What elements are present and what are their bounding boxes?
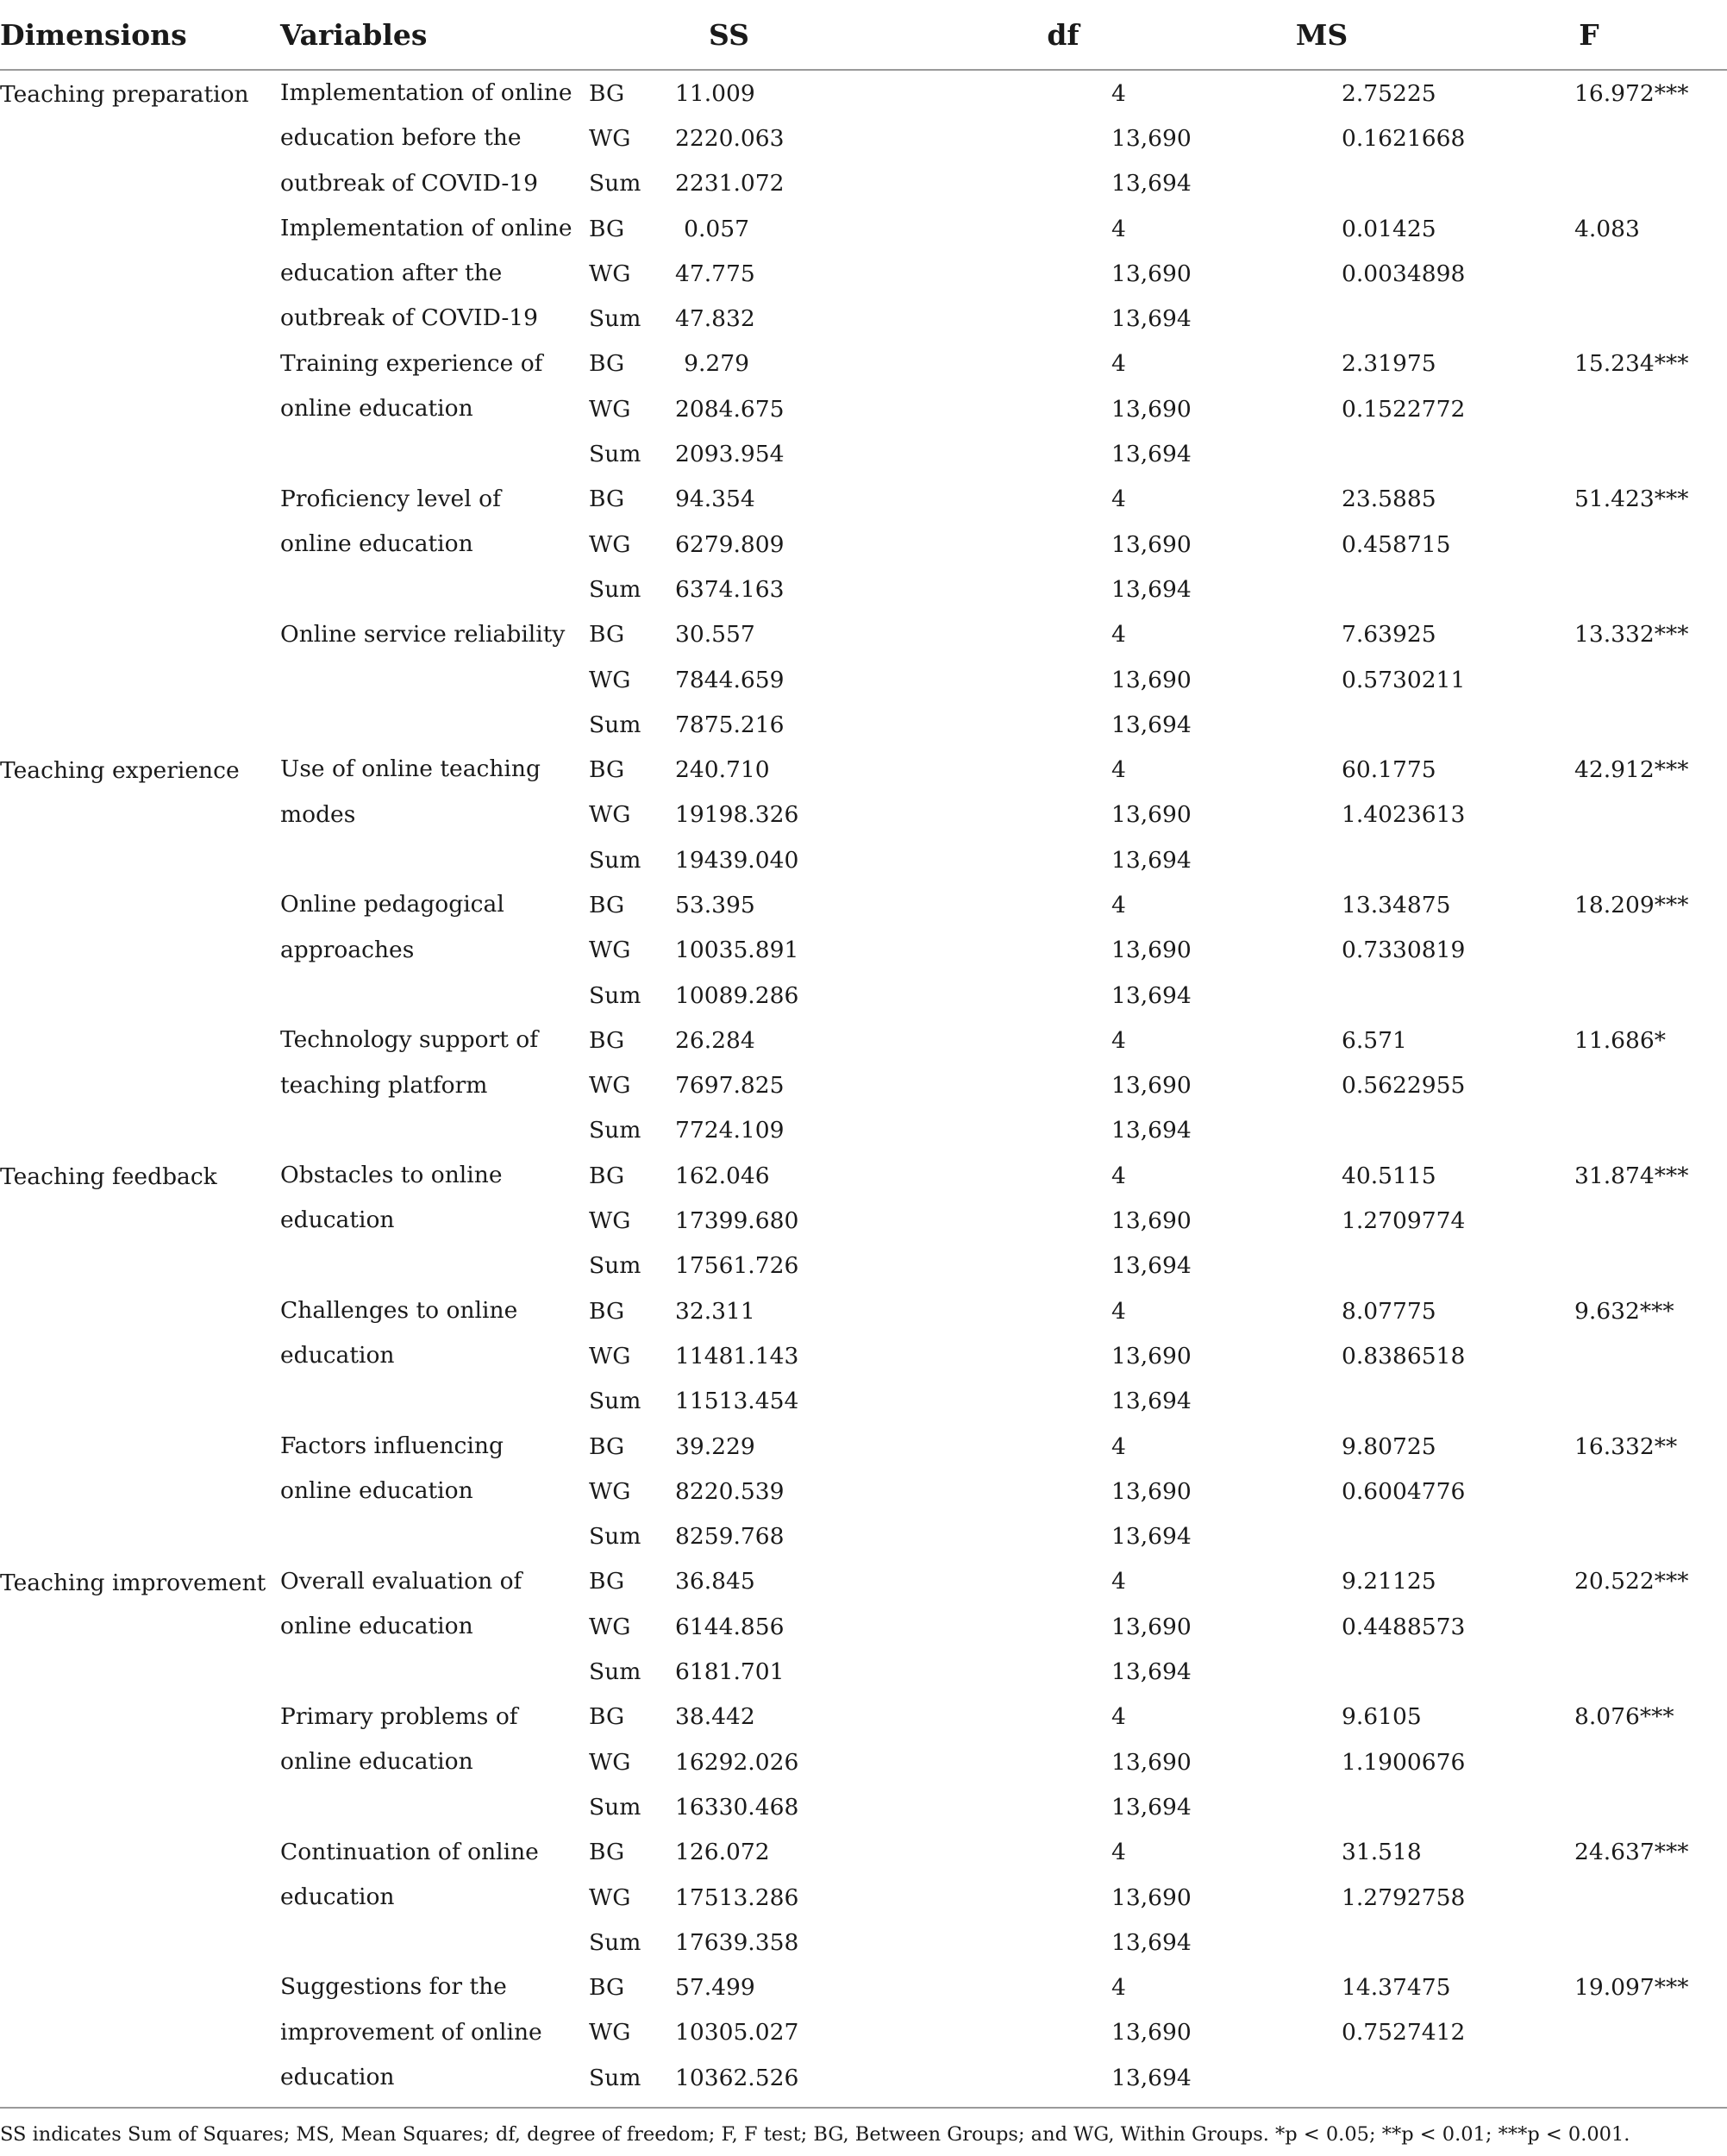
- df-cell: 4: [1111, 486, 1126, 513]
- group-cell: Sum: [589, 711, 641, 738]
- df-cell: 4: [1111, 79, 1126, 107]
- variable-cell: Technology support of teaching platform: [280, 1026, 539, 1099]
- ss-cell: 16330.468: [675, 1793, 799, 1821]
- f-cell: [1451, 1604, 1727, 1649]
- variable-cell: Proficiency level of online education: [280, 485, 501, 557]
- df-cell: 13,690: [1111, 124, 1192, 152]
- ms-cell: [1192, 1244, 1451, 1288]
- df-cell: 13,690: [1111, 1883, 1192, 1911]
- table-row: [0, 747, 1727, 792]
- ss-cell: 30.557: [675, 621, 755, 649]
- ms-cell: 9.80725: [1342, 1432, 1436, 1460]
- f-cell: [1451, 1784, 1727, 1829]
- ms-cell: [1192, 702, 1451, 747]
- df-cell: 4: [1111, 1974, 1126, 2002]
- variable-cell: Use of online teaching modes: [280, 755, 541, 828]
- ss-cell: 47.832: [675, 305, 755, 333]
- ss-cell: 47.775: [675, 260, 755, 287]
- df-cell: 4: [1111, 1839, 1126, 1866]
- group-cell: Sum: [589, 2064, 641, 2091]
- f-cell: [1451, 567, 1727, 611]
- df-cell: 4: [1111, 1568, 1126, 1595]
- f-cell: [1451, 296, 1727, 341]
- group-cell: WG: [589, 1207, 631, 1235]
- ss-cell: 10089.286: [675, 981, 799, 1009]
- df-cell: 13,694: [1111, 1252, 1192, 1280]
- group-cell: Sum: [589, 1252, 641, 1280]
- f-cell: 20.522***: [1574, 1568, 1689, 1595]
- ss-cell: 10362.526: [675, 2064, 799, 2091]
- ss-cell: 7875.216: [675, 711, 785, 738]
- f-cell: 15.234***: [1574, 350, 1689, 378]
- ms-cell: 0.458715: [1342, 530, 1451, 558]
- f-cell: 11.686*: [1574, 1026, 1666, 1054]
- f-cell: [1451, 161, 1727, 206]
- table-header-row: [0, 0, 1727, 70]
- group-cell: Sum: [589, 170, 641, 197]
- ms-cell: 6.571: [1342, 1026, 1407, 1054]
- group-cell: BG: [589, 1703, 625, 1731]
- variable-cell: Obstacles to online education: [280, 1162, 503, 1234]
- ms-cell: 1.4023613: [1342, 801, 1466, 829]
- f-cell: [1451, 522, 1727, 567]
- group-cell: WG: [589, 395, 631, 423]
- ss-cell: 7697.825: [675, 1072, 785, 1100]
- group-cell: WG: [589, 666, 631, 693]
- group-cell: BG: [589, 1162, 625, 1189]
- ms-cell: [1192, 431, 1451, 476]
- df-cell: 13,690: [1111, 1748, 1192, 1776]
- dimension-cell: Teaching improvement: [0, 1569, 266, 1596]
- group-cell: BG: [589, 350, 625, 378]
- df-cell: 13,694: [1111, 711, 1192, 738]
- group-cell: Sum: [589, 1928, 641, 1956]
- ms-cell: [1192, 1784, 1451, 1829]
- df-cell: 13,694: [1111, 1928, 1192, 1956]
- f-cell: [1451, 1333, 1727, 1378]
- ss-cell: 10035.891: [675, 937, 799, 964]
- ms-cell: 2.31975: [1342, 350, 1436, 378]
- df-cell: 13,694: [1111, 2064, 1192, 2091]
- ms-cell: 0.01425: [1342, 215, 1436, 242]
- ss-cell: 11.009: [675, 79, 755, 107]
- group-cell: BG: [589, 215, 625, 242]
- f-cell: 16.332**: [1574, 1432, 1678, 1460]
- f-cell: [1451, 116, 1727, 160]
- f-cell: [1451, 1108, 1727, 1153]
- variable-cell: Implementation of online education before the outbreak of COVID-19: [280, 79, 573, 197]
- group-cell: Sum: [589, 1523, 641, 1551]
- table-row: [0, 1153, 1727, 1198]
- ss-cell: 19439.040: [675, 846, 799, 874]
- df-cell: 4: [1111, 1297, 1126, 1325]
- ss-cell: 19198.326: [675, 801, 799, 829]
- ss-cell: 17639.358: [675, 1928, 799, 1956]
- df-cell: 13,694: [1111, 1793, 1192, 1821]
- ss-cell: 39.229: [675, 1432, 755, 1460]
- group-cell: Sum: [589, 981, 641, 1009]
- group-cell: BG: [589, 79, 625, 107]
- header-dimensions: Dimensions: [0, 0, 276, 70]
- ss-cell: 17561.726: [675, 1252, 799, 1280]
- ss-cell: 16292.026: [675, 1748, 799, 1776]
- ms-cell: [1192, 1649, 1451, 1694]
- group-cell: WG: [589, 1883, 631, 1911]
- f-cell: [1451, 928, 1727, 973]
- group-cell: Sum: [589, 1793, 641, 1821]
- df-cell: 13,690: [1111, 666, 1192, 693]
- ss-cell: 7724.109: [675, 1117, 785, 1144]
- df-cell: 4: [1111, 621, 1126, 649]
- ss-cell: 10305.027: [675, 2019, 799, 2046]
- dimension-cell: Teaching feedback: [0, 1163, 217, 1191]
- df-cell: 13,694: [1111, 1117, 1192, 1144]
- group-cell: WG: [589, 937, 631, 964]
- ss-cell: 6374.163: [675, 575, 785, 603]
- table-footnote: SS indicates Sum of Squares; MS, Mean Squares; df, degree of freedom; F, F test; BG, Between Groups; and WG, Within Groups. *p < 0.05; **p < 0.01; ***p < 0.001.: [0, 2107, 1727, 2146]
- ss-cell: 11513.454: [675, 1388, 799, 1415]
- df-cell: 13,690: [1111, 1207, 1192, 1235]
- ss-cell: 94.354: [675, 486, 755, 513]
- f-cell: 19.097***: [1574, 1974, 1689, 2002]
- variable-cell: Primary problems of online education: [280, 1702, 518, 1775]
- header-ms: MS: [1192, 0, 1451, 70]
- ss-cell: 8220.539: [675, 1477, 785, 1505]
- group-cell: Sum: [589, 1658, 641, 1686]
- ss-cell: 8259.768: [675, 1523, 785, 1551]
- ss-cell: 11481.143: [675, 1342, 799, 1369]
- group-cell: BG: [589, 1432, 625, 1460]
- ss-cell: 6279.809: [675, 530, 785, 558]
- ms-cell: [1192, 2055, 1451, 2100]
- df-cell: 13,690: [1111, 801, 1192, 829]
- df-cell: 4: [1111, 756, 1126, 784]
- group-cell: WG: [589, 1072, 631, 1100]
- group-cell: BG: [589, 1568, 625, 1595]
- df-cell: 4: [1111, 350, 1126, 378]
- f-cell: 8.076***: [1574, 1703, 1674, 1731]
- ms-cell: [1192, 1514, 1451, 1559]
- ms-cell: 2.75225: [1342, 79, 1436, 107]
- ss-cell: 17513.286: [675, 1883, 799, 1911]
- group-cell: WG: [589, 124, 631, 152]
- ms-cell: [1192, 1920, 1451, 1965]
- group-cell: BG: [589, 486, 625, 513]
- ms-cell: 31.518: [1342, 1839, 1422, 1866]
- f-cell: [1451, 431, 1727, 476]
- ms-cell: 1.2792758: [1342, 1883, 1466, 1911]
- f-cell: [1451, 1649, 1727, 1694]
- group-cell: WG: [589, 2019, 631, 2046]
- ms-cell: [1192, 1379, 1451, 1424]
- table-row: [0, 70, 1727, 116]
- ms-cell: [1192, 296, 1451, 341]
- ms-cell: 0.4488573: [1342, 1613, 1466, 1640]
- group-cell: WG: [589, 1613, 631, 1640]
- f-cell: [1451, 1514, 1727, 1559]
- variable-cell: Factors influencing online education: [280, 1432, 504, 1505]
- f-cell: [1451, 793, 1727, 837]
- f-cell: [1451, 1920, 1727, 1965]
- df-cell: 4: [1111, 891, 1126, 918]
- df-cell: 4: [1111, 1026, 1126, 1054]
- f-cell: [1451, 1244, 1727, 1288]
- f-cell: [1451, 251, 1727, 296]
- f-cell: [1451, 1469, 1727, 1514]
- df-cell: 13,690: [1111, 1072, 1192, 1100]
- variable-cell: Online pedagogical approaches: [280, 891, 504, 963]
- ms-cell: [1192, 837, 1451, 882]
- dimension-cell: Teaching preparation: [0, 81, 249, 108]
- ms-cell: 0.5622955: [1342, 1072, 1466, 1100]
- df-cell: 13,690: [1111, 937, 1192, 964]
- group-cell: WG: [589, 1477, 631, 1505]
- group-cell: WG: [589, 801, 631, 829]
- df-cell: 13,694: [1111, 981, 1192, 1009]
- f-cell: 16.972***: [1574, 79, 1689, 107]
- ss-cell: 6181.701: [675, 1658, 785, 1686]
- ss-cell: 126.072: [675, 1839, 770, 1866]
- f-cell: [1451, 2055, 1727, 2100]
- f-cell: 18.209***: [1574, 891, 1689, 918]
- ms-cell: 14.37475: [1342, 1974, 1451, 2002]
- header-group: [585, 0, 675, 70]
- group-cell: BG: [589, 1026, 625, 1054]
- ms-cell: 13.34875: [1342, 891, 1451, 918]
- ms-cell: [1192, 567, 1451, 611]
- df-cell: 4: [1111, 1162, 1126, 1189]
- f-cell: 24.637***: [1574, 1839, 1689, 1866]
- ms-cell: 40.5115: [1342, 1162, 1436, 1189]
- f-cell: [1451, 2010, 1727, 2055]
- ss-cell: 17399.680: [675, 1207, 799, 1235]
- ms-cell: 23.5885: [1342, 486, 1436, 513]
- ms-cell: 1.2709774: [1342, 1207, 1466, 1235]
- ss-cell: 0.057: [684, 215, 749, 242]
- df-cell: 13,694: [1111, 170, 1192, 197]
- df-cell: 13,694: [1111, 846, 1192, 874]
- ms-cell: 9.21125: [1342, 1568, 1436, 1595]
- df-cell: 13,694: [1111, 1523, 1192, 1551]
- ss-cell: 36.845: [675, 1568, 755, 1595]
- group-cell: Sum: [589, 305, 641, 333]
- group-cell: WG: [589, 260, 631, 287]
- df-cell: 13,690: [1111, 530, 1192, 558]
- df-cell: 13,694: [1111, 1658, 1192, 1686]
- f-cell: [1451, 702, 1727, 747]
- df-cell: 4: [1111, 1703, 1126, 1731]
- table-row: [0, 1559, 1727, 1604]
- group-cell: BG: [589, 1974, 625, 2002]
- ss-cell: 6144.856: [675, 1613, 785, 1640]
- df-cell: 13,690: [1111, 260, 1192, 287]
- group-cell: BG: [589, 621, 625, 649]
- f-cell: 9.632***: [1574, 1297, 1674, 1325]
- table-body: [0, 70, 1727, 2100]
- f-cell: [1451, 1198, 1727, 1243]
- ms-cell: 8.07775: [1342, 1297, 1436, 1325]
- f-cell: 51.423***: [1574, 486, 1689, 513]
- header-variables: Variables: [276, 0, 585, 70]
- df-cell: 13,690: [1111, 1477, 1192, 1505]
- ms-cell: 0.7527412: [1342, 2019, 1466, 2046]
- ms-cell: 0.0034898: [1342, 260, 1466, 287]
- ss-cell: 26.284: [675, 1026, 755, 1054]
- ss-cell: 2220.063: [675, 124, 785, 152]
- f-cell: 4.083: [1574, 215, 1640, 242]
- f-cell: [1451, 386, 1727, 431]
- group-cell: Sum: [589, 441, 641, 468]
- df-cell: 13,690: [1111, 395, 1192, 423]
- group-cell: Sum: [589, 575, 641, 603]
- group-cell: WG: [589, 1342, 631, 1369]
- f-cell: [1451, 657, 1727, 702]
- ms-cell: 0.5730211: [1342, 666, 1466, 693]
- f-cell: [1451, 1063, 1727, 1108]
- header-f: F: [1451, 0, 1727, 70]
- df-cell: 13,694: [1111, 575, 1192, 603]
- header-df: df: [934, 0, 1192, 70]
- ms-cell: 0.6004776: [1342, 1477, 1466, 1505]
- ms-cell: [1192, 161, 1451, 206]
- ss-cell: 53.395: [675, 891, 755, 918]
- ms-cell: 0.8386518: [1342, 1342, 1466, 1369]
- variable-cell: Continuation of online education: [280, 1838, 539, 1910]
- ss-cell: 32.311: [675, 1297, 755, 1325]
- dimension-cell: Teaching experience: [0, 757, 240, 785]
- ms-cell: 7.63925: [1342, 621, 1436, 649]
- ss-cell: 162.046: [675, 1162, 770, 1189]
- ss-cell: 240.710: [675, 756, 770, 784]
- ms-cell: [1192, 973, 1451, 1018]
- f-cell: [1451, 1875, 1727, 1920]
- group-cell: BG: [589, 1297, 625, 1325]
- variable-cell: Online service reliability: [280, 620, 566, 648]
- group-cell: WG: [589, 530, 631, 558]
- group-cell: BG: [589, 891, 625, 918]
- group-cell: Sum: [589, 846, 641, 874]
- header-ss: SS: [675, 0, 934, 70]
- ss-cell: 57.499: [675, 1974, 755, 2002]
- group-cell: Sum: [589, 1388, 641, 1415]
- f-cell: [1451, 973, 1727, 1018]
- ms-cell: 0.1522772: [1342, 395, 1466, 423]
- f-cell: [1451, 1739, 1727, 1784]
- group-cell: BG: [589, 756, 625, 784]
- f-cell: 31.874***: [1574, 1162, 1689, 1189]
- df-cell: 13,694: [1111, 441, 1192, 468]
- variable-cell: Challenges to online education: [280, 1297, 518, 1369]
- variable-cell: Overall evaluation of online education: [280, 1567, 522, 1640]
- ss-cell: 2093.954: [675, 441, 785, 468]
- ms-cell: 1.1900676: [1342, 1748, 1466, 1776]
- ss-cell: 38.442: [675, 1703, 755, 1731]
- ss-cell: 9.279: [684, 350, 749, 378]
- df-cell: 4: [1111, 1432, 1126, 1460]
- df-cell: 13,690: [1111, 1342, 1192, 1369]
- variable-cell: Suggestions for the improvement of online education: [280, 1973, 542, 2091]
- df-cell: 13,694: [1111, 305, 1192, 333]
- variable-cell: Training experience of online education: [280, 349, 543, 423]
- df-cell: 13,694: [1111, 1388, 1192, 1415]
- ms-cell: 60.1775: [1342, 756, 1436, 784]
- f-cell: 42.912***: [1574, 756, 1689, 784]
- df-cell: 13,690: [1111, 2019, 1192, 2046]
- ss-cell: 2231.072: [675, 170, 785, 197]
- f-cell: [1451, 837, 1727, 882]
- ms-cell: 0.1621668: [1342, 124, 1466, 152]
- f-cell: [1451, 1379, 1727, 1424]
- df-cell: 13,690: [1111, 1613, 1192, 1640]
- group-cell: BG: [589, 1839, 625, 1866]
- ms-cell: 0.7330819: [1342, 937, 1466, 964]
- ms-cell: 9.6105: [1342, 1703, 1422, 1731]
- variable-cell: Implementation of online education after the outbreak of COVID-19: [280, 214, 573, 332]
- f-cell: 13.332***: [1574, 621, 1689, 649]
- group-cell: Sum: [589, 1117, 641, 1144]
- ss-cell: 7844.659: [675, 666, 785, 693]
- group-cell: WG: [589, 1748, 631, 1776]
- ss-cell: 2084.675: [675, 395, 785, 423]
- ms-cell: [1192, 1108, 1451, 1153]
- df-cell: 4: [1111, 215, 1126, 242]
